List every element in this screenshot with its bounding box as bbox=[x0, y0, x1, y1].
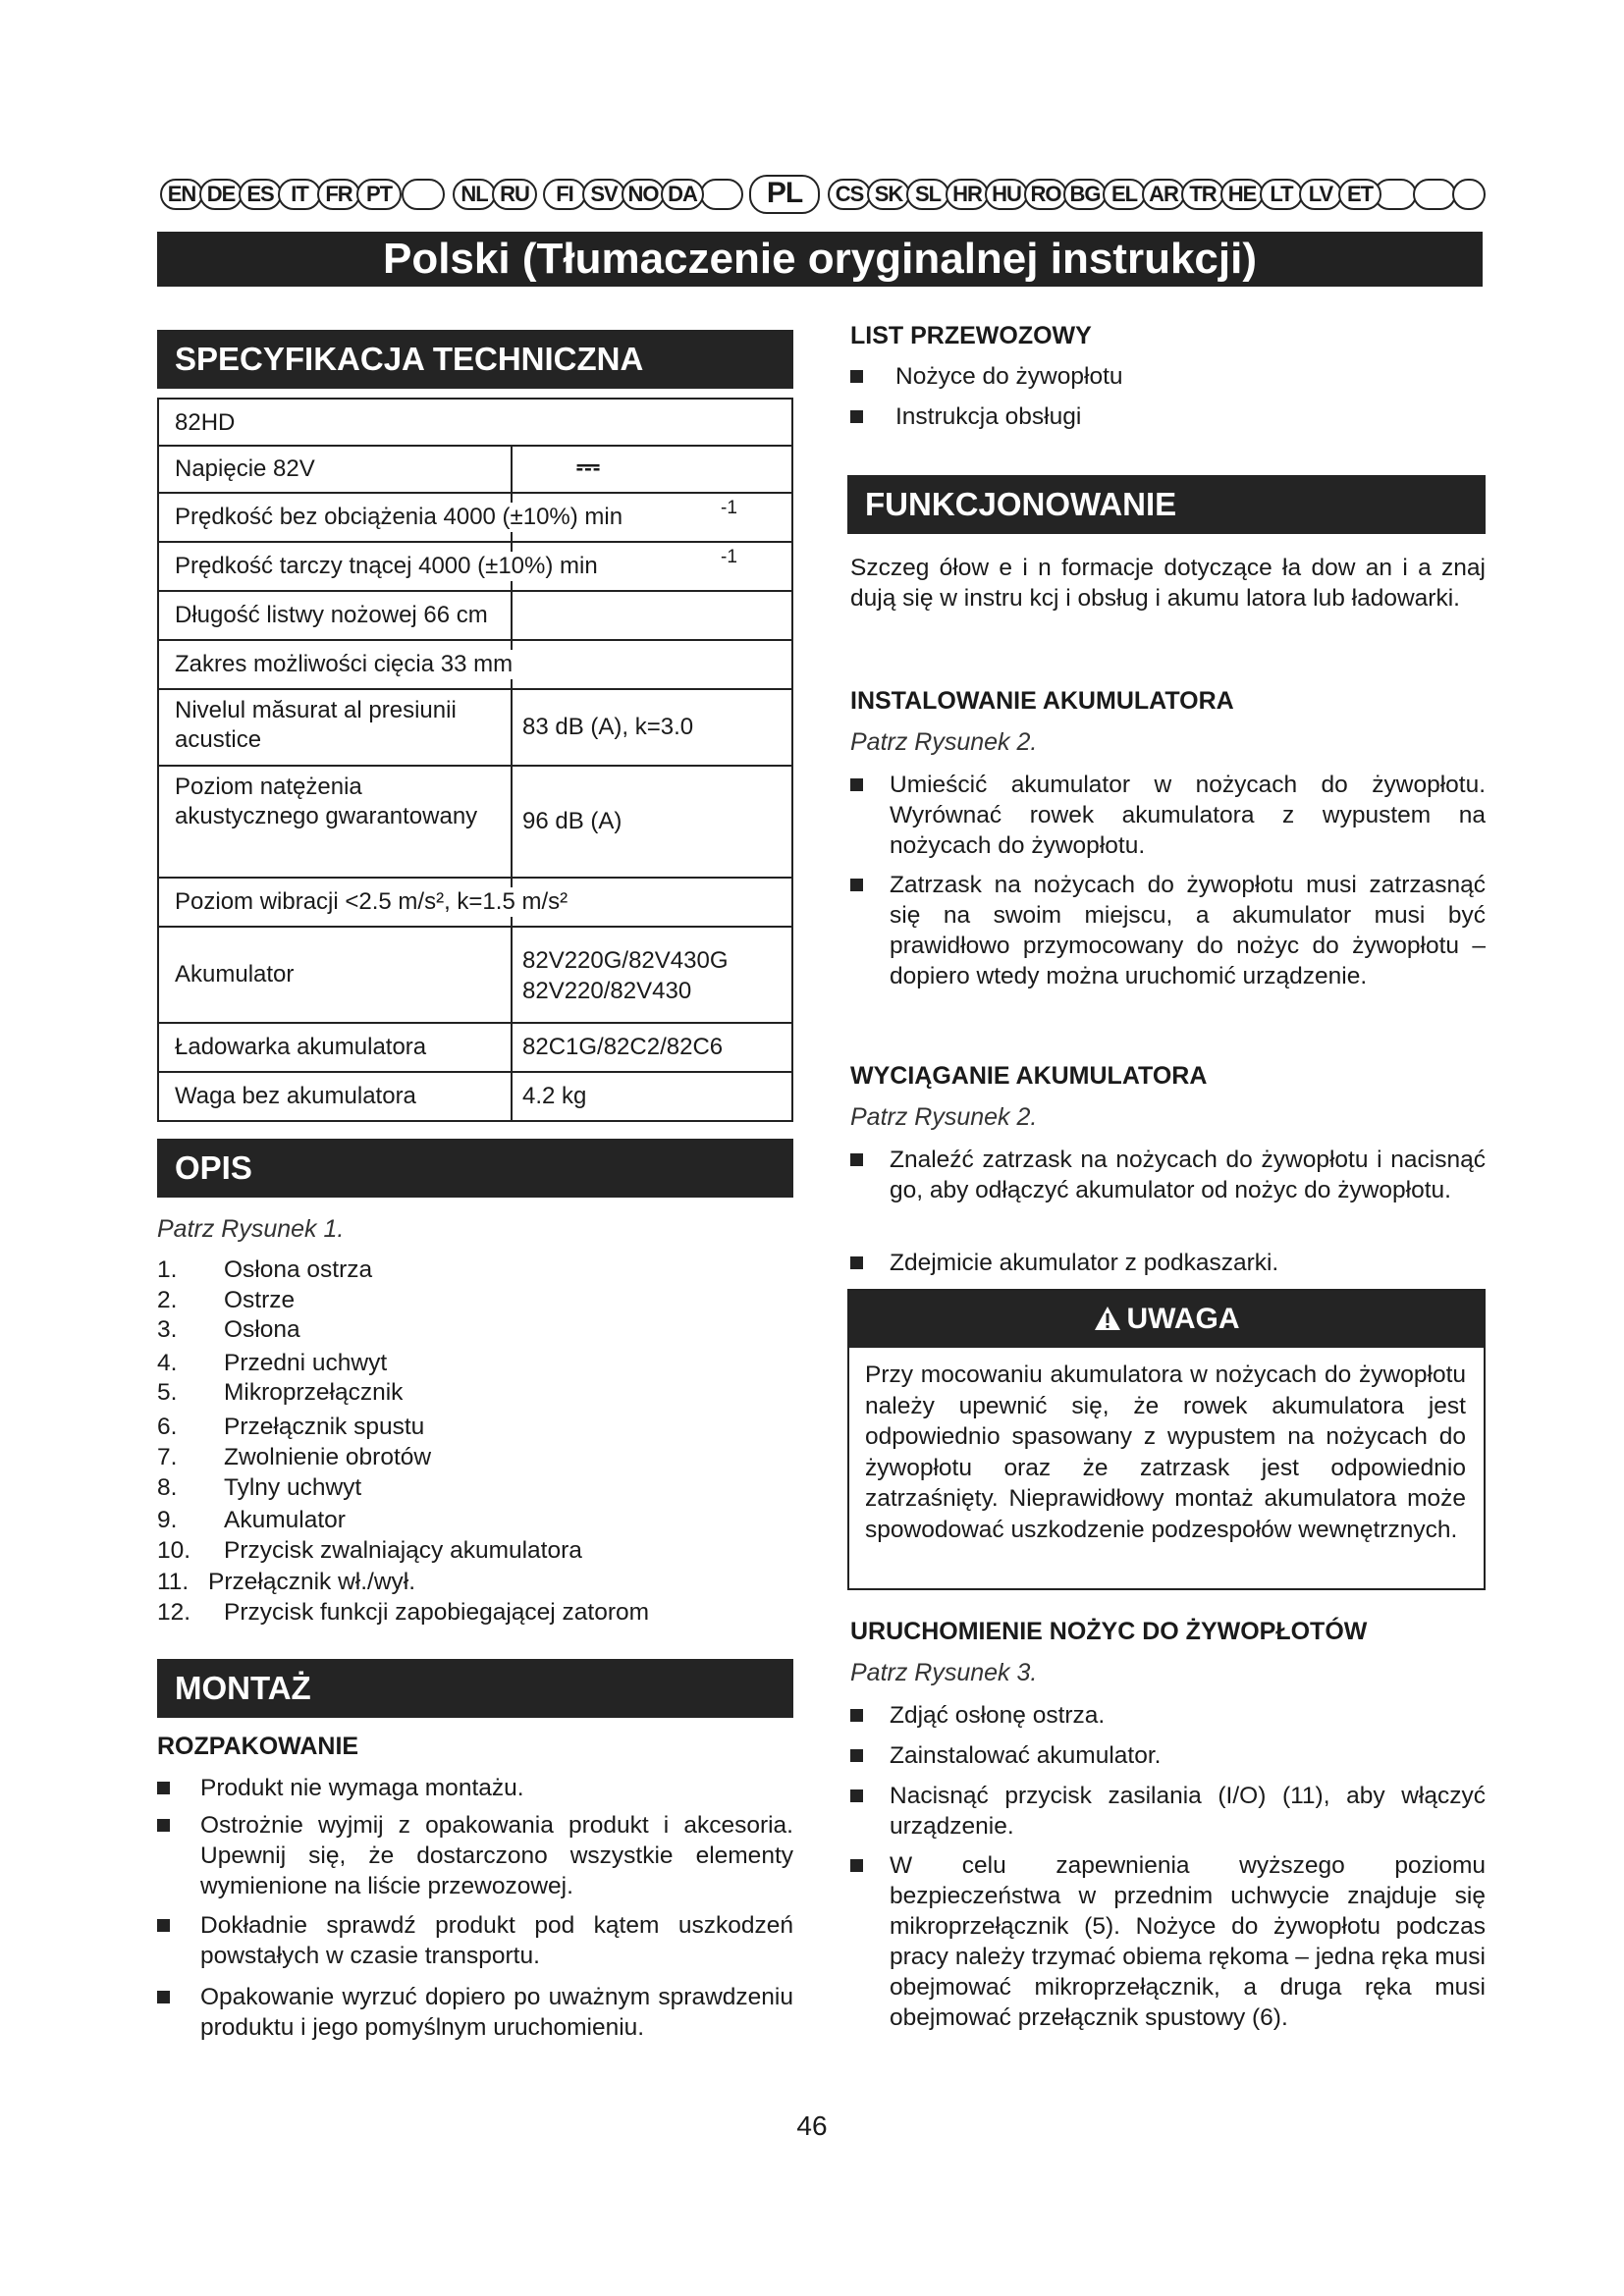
language-tab-el[interactable]: EL bbox=[1103, 179, 1146, 210]
spec-value: 82C1G/82C2/82C6 bbox=[522, 1034, 724, 1060]
remove-ref: Patrz Rysunek 2. bbox=[850, 1103, 1038, 1131]
opis-item bbox=[157, 1567, 793, 1597]
start-bullet bbox=[850, 1740, 1486, 1771]
opis-list bbox=[157, 1255, 793, 1639]
spec-label: Akumulator bbox=[175, 961, 295, 988]
spec-row bbox=[157, 1071, 793, 1122]
language-tab-et[interactable]: ET bbox=[1338, 179, 1381, 210]
opis-item bbox=[157, 1377, 793, 1408]
spec-divider bbox=[511, 1071, 513, 1122]
language-empty-slot bbox=[700, 179, 743, 210]
language-tab-ar[interactable]: AR bbox=[1142, 179, 1185, 210]
spec-row bbox=[157, 590, 793, 641]
funkcjonowanie-heading: FUNKCJONOWANIE bbox=[847, 475, 1486, 534]
spec-label: Długość listwy nożowej 66 cm bbox=[175, 602, 488, 628]
language-tab-ru[interactable]: RU bbox=[492, 179, 537, 210]
opis-item-number: 11. bbox=[157, 1569, 189, 1595]
language-tab-lv[interactable]: LV bbox=[1299, 179, 1342, 210]
rozpakowanie-heading: ROZPAKOWANIE bbox=[157, 1733, 359, 1760]
opis-item-label: Ostrze bbox=[224, 1287, 296, 1313]
spec-label: Napięcie 82V bbox=[175, 455, 315, 482]
language-tab-hr[interactable]: HR bbox=[946, 179, 989, 210]
start-ref: Patrz Rysunek 3. bbox=[850, 1659, 1038, 1686]
bullet-square-icon bbox=[850, 778, 863, 791]
opis-item-label: Osłona ostrza bbox=[224, 1256, 373, 1283]
spec-row bbox=[157, 492, 793, 543]
montaz-bullet-text: Dokładnie sprawdź produkt pod kątem uszkodzeń powstałych w czasie transportu. bbox=[200, 1912, 793, 1969]
language-tab-pt[interactable]: PT bbox=[356, 179, 402, 210]
opis-item-number: 2. bbox=[157, 1287, 178, 1313]
opis-item bbox=[157, 1412, 793, 1442]
spec-divider bbox=[511, 1022, 513, 1073]
spec-label: Prędkość tarczy tnącej 4000 (±10%) min bbox=[175, 553, 598, 579]
start-bullet bbox=[850, 1781, 1486, 1842]
language-bar bbox=[160, 175, 1486, 220]
list-bullet-text: Instrukcja obsługi bbox=[895, 403, 1082, 430]
bullet-square-icon bbox=[157, 1782, 170, 1794]
spec-row bbox=[157, 765, 793, 879]
remove-bullet bbox=[850, 1248, 1486, 1278]
language-tab-no[interactable]: NO bbox=[622, 179, 665, 210]
montaz-bullet bbox=[157, 1982, 793, 2043]
remove-bullet-text: Zdejmicie akumulator z podkaszarki. bbox=[890, 1250, 1279, 1276]
spec-value: 83 dB (A), k=3.0 bbox=[522, 714, 694, 740]
bullet-square-icon bbox=[850, 1153, 863, 1166]
start-bullets bbox=[850, 1700, 1486, 2054]
language-tab-es[interactable]: ES bbox=[239, 179, 282, 210]
install-bullet-text: Umieścić akumulator w nożycach do żywopłotu. Wyrównać rowek akumulatora z wypustem na nożycach do żywopłotu. bbox=[890, 772, 1486, 859]
opis-heading: OPIS bbox=[157, 1139, 793, 1198]
bullet-square-icon bbox=[850, 1256, 863, 1269]
spec-model: 82HD bbox=[175, 409, 236, 436]
install-bullet-text: Zatrzask na nożycach do żywopłotu musi zatrzasnąć się na swoim miejscu, a akumulator musi być prawidłowo przymocowany do nożyc do żywopłotu – dopiero wtedy można uruchomić urządzenie. bbox=[890, 872, 1486, 989]
install-bullet bbox=[850, 870, 1486, 991]
bullet-square-icon bbox=[157, 1819, 170, 1832]
opis-item-label: Przycisk funkcji zapobiegającej zatorom bbox=[224, 1599, 650, 1626]
opis-item-label: Mikroprzełącznik bbox=[224, 1379, 404, 1406]
opis-item bbox=[157, 1505, 793, 1535]
montaz-bullet bbox=[157, 1773, 793, 1803]
warning-box bbox=[847, 1289, 1486, 1590]
opis-item-number: 8. bbox=[157, 1474, 178, 1501]
language-tab-en[interactable]: EN bbox=[160, 179, 203, 210]
opis-item-label: Tylny uchwyt bbox=[224, 1474, 362, 1501]
language-tab-sk[interactable]: SK bbox=[867, 179, 910, 210]
opis-item bbox=[157, 1535, 793, 1566]
remove-heading: WYCIĄGANIE AKUMULATORA bbox=[850, 1062, 1208, 1090]
list-bullet bbox=[850, 361, 1486, 392]
list-heading: LIST PRZEWOZOWY bbox=[850, 322, 1092, 349]
spec-divider bbox=[511, 926, 513, 1024]
opis-item-label: Osłona bbox=[224, 1316, 300, 1343]
language-tab-fi[interactable]: FI bbox=[543, 179, 586, 210]
spec-label: Nivelul măsurat al presiunii acustice bbox=[175, 696, 499, 755]
opis-item-label: Zwolnienie obrotów bbox=[224, 1444, 432, 1470]
spec-label: Poziom wibracji <2.5 m/s², k=1.5 m/s² bbox=[175, 888, 568, 915]
language-tab-sl[interactable]: SL bbox=[906, 179, 949, 210]
opis-item-number: 10. bbox=[157, 1537, 191, 1564]
spec-value: 96 dB (A) bbox=[522, 808, 623, 834]
opis-item-number: 5. bbox=[157, 1379, 178, 1406]
start-heading: URUCHOMIENIE NOŻYC DO ŻYWOPŁOTÓW bbox=[850, 1618, 1368, 1645]
start-bullet-text: Nacisnąć przycisk zasilania (I/O) (11), aby włączyć urządzenie. bbox=[890, 1783, 1486, 1840]
opis-item bbox=[157, 1442, 793, 1472]
bullet-square-icon bbox=[157, 1919, 170, 1932]
install-bullets bbox=[850, 770, 1486, 1035]
page-title: Polski (Tłumaczenie oryginalnej instrukcji) bbox=[157, 232, 1483, 287]
language-tab-it[interactable]: IT bbox=[278, 179, 321, 210]
spec-divider bbox=[511, 765, 513, 879]
remove-bullet-text: Znaleźć zatrzask na nożycach do żywopłotu i nacisnąć go, aby odłączyć akumulator od nożyc do żywopłotu. bbox=[890, 1147, 1486, 1203]
opis-item bbox=[157, 1314, 793, 1345]
spec-value: 4.2 kg bbox=[522, 1083, 587, 1109]
bullet-square-icon bbox=[850, 1859, 863, 1872]
language-tab-lt[interactable]: LT bbox=[1260, 179, 1303, 210]
language-tab-cs[interactable]: CS bbox=[828, 179, 871, 210]
montaz-bullet-text: Opakowanie wyrzuć dopiero po uważnym sprawdzeniu produktu i jego pomyślnym uruchomieniu. bbox=[200, 1984, 793, 2041]
language-empty-slot bbox=[1452, 179, 1486, 210]
spec-row bbox=[157, 639, 793, 690]
opis-item bbox=[157, 1255, 793, 1285]
opis-item-number: 1. bbox=[157, 1256, 178, 1283]
opis-item bbox=[157, 1348, 793, 1378]
montaz-bullet-text: Produkt nie wymaga montażu. bbox=[200, 1775, 524, 1801]
start-bullet bbox=[850, 1850, 1486, 2033]
language-tab-nl[interactable]: NL bbox=[453, 179, 496, 210]
spec-row bbox=[157, 688, 793, 767]
spec-label: Poziom natężenia akustycznego gwarantowany bbox=[175, 773, 499, 831]
remove-bullet bbox=[850, 1145, 1486, 1205]
spec-value: ⎓ bbox=[576, 451, 600, 483]
montaz-bullet bbox=[157, 1810, 793, 1901]
spec-row bbox=[157, 541, 793, 592]
spec-label: Zakres możliwości cięcia 33 mm bbox=[175, 651, 514, 677]
opis-item-number: 3. bbox=[157, 1316, 178, 1343]
spec-label: Ładowarka akumulatora bbox=[175, 1034, 427, 1060]
start-bullet-text: W celu zapewnienia wyższego poziomu bezpieczeństwa w przednim uchwycie znajduje się mikroprzełącznik (5). Nożyce do żywopłotu podczas pracy należy trzymać obiema rękoma – jedna ręka musi obejmować mikroprzełącznik, a druga ręka musi obejmować przełącznik spustowy (6). bbox=[890, 1852, 1486, 2031]
opis-item-label: Przełącznik spustu bbox=[224, 1414, 425, 1440]
language-tab-hu[interactable]: HU bbox=[985, 179, 1028, 210]
bullet-square-icon bbox=[850, 879, 863, 891]
list-bullet bbox=[850, 401, 1486, 432]
spec-row bbox=[157, 926, 793, 1024]
spec-row bbox=[157, 877, 793, 928]
montaz-heading: MONTAŻ bbox=[157, 1659, 793, 1718]
spec-divider bbox=[511, 590, 513, 641]
bullet-square-icon bbox=[850, 370, 863, 383]
install-bullet bbox=[850, 770, 1486, 861]
montaz-bullet-text: Ostrożnie wyjmij z opakowania produkt i akcesoria. Upewnij się, że dostarczono wszystkie elementy wymienione na liście przewozowej. bbox=[200, 1812, 793, 1899]
warning-text: Przy mocowaniu akumulatora w nożycach do żywopłotu należy upewnić się, że rowek akumulatora jest odpowiednio spasowany z wypustem na nożycach do żywopłotu oraz że zatrzask jest odpowiednio zatrzaśnięty. Nieprawidłowy montaż akumulatora może spowodować uszkodzenie podzespołów wewnętrznych. bbox=[865, 1362, 1466, 1543]
spec-divider bbox=[511, 688, 513, 767]
page-number: 46 bbox=[796, 2110, 828, 2141]
bullet-square-icon bbox=[850, 1789, 863, 1802]
opis-item-label: Przycisk zwalniający akumulatora bbox=[224, 1537, 582, 1564]
start-bullet-text: Zdjąć osłonę ostrza. bbox=[890, 1702, 1106, 1729]
opis-item bbox=[157, 1285, 793, 1315]
spec-value: -1 bbox=[721, 547, 737, 567]
language-tab-sv[interactable]: SV bbox=[582, 179, 625, 210]
opis-item-number: 7. bbox=[157, 1444, 178, 1470]
spec-label: Waga bez akumulatora bbox=[175, 1083, 416, 1109]
bullet-square-icon bbox=[850, 410, 863, 423]
opis-item-number: 4. bbox=[157, 1350, 178, 1376]
opis-item-label: Przedni uchwyt bbox=[224, 1350, 388, 1376]
spec-heading: SPECYFIKACJA TECHNICZNA bbox=[157, 330, 793, 389]
warning-title: UWAGA bbox=[1126, 1303, 1240, 1335]
opis-item-label: Akumulator bbox=[224, 1507, 346, 1533]
language-tab-da[interactable]: DA bbox=[661, 179, 704, 210]
opis-item-number: 12. bbox=[157, 1599, 191, 1626]
spec-value: -1 bbox=[721, 498, 737, 518]
language-tab-de[interactable]: DE bbox=[199, 179, 243, 210]
montaz-bullet bbox=[157, 1910, 793, 1971]
warning-icon bbox=[1094, 1306, 1121, 1331]
spec-divider bbox=[511, 445, 513, 494]
spec-value: 82V220G/82V430G 82V220/82V430 bbox=[522, 947, 729, 1004]
bullet-square-icon bbox=[157, 1991, 170, 2003]
opis-ref: Patrz Rysunek 1. bbox=[157, 1215, 345, 1243]
language-tab-ro[interactable]: RO bbox=[1024, 179, 1067, 210]
language-tab-fr[interactable]: FR bbox=[317, 179, 360, 210]
opis-item-label: Przełącznik wł./wył. bbox=[208, 1569, 416, 1595]
list-bullet-text: Nożyce do żywopłotu bbox=[895, 363, 1123, 390]
opis-item bbox=[157, 1597, 793, 1628]
list-bullets bbox=[850, 361, 1486, 450]
language-empty-slot bbox=[1413, 179, 1456, 210]
language-tab-he[interactable]: HE bbox=[1220, 179, 1264, 210]
bullet-square-icon bbox=[850, 1709, 863, 1722]
start-bullet-text: Zainstalować akumulator. bbox=[890, 1742, 1162, 1769]
language-tab-bg[interactable]: BG bbox=[1063, 179, 1107, 210]
remove-bullets bbox=[850, 1145, 1486, 1282]
install-ref: Patrz Rysunek 2. bbox=[850, 728, 1038, 756]
language-empty-slot bbox=[402, 179, 445, 210]
montaz-bullets bbox=[157, 1773, 793, 2087]
opis-item-number: 9. bbox=[157, 1507, 178, 1533]
language-tab-tr[interactable]: TR bbox=[1181, 179, 1224, 210]
language-tab-pl[interactable]: PL bbox=[749, 175, 820, 214]
spec-row bbox=[157, 445, 793, 494]
spec-row bbox=[157, 1022, 793, 1073]
funkcjonowanie-text: Szczeg ółow e i n formacje dotyczące ła dow an i a znaj dują się w instru kcj i obsług i akumu latora lub ładowarki. bbox=[850, 555, 1486, 612]
bullet-square-icon bbox=[850, 1749, 863, 1762]
opis-item bbox=[157, 1472, 793, 1503]
install-heading: INSTALOWANIE AKUMULATORA bbox=[850, 687, 1234, 715]
spec-label: Prędkość bez obciążenia 4000 (±10%) min bbox=[175, 504, 623, 530]
spec-model-row bbox=[157, 398, 793, 447]
warning-heading bbox=[849, 1291, 1484, 1348]
opis-item-number: 6. bbox=[157, 1414, 178, 1440]
start-bullet bbox=[850, 1700, 1486, 1731]
